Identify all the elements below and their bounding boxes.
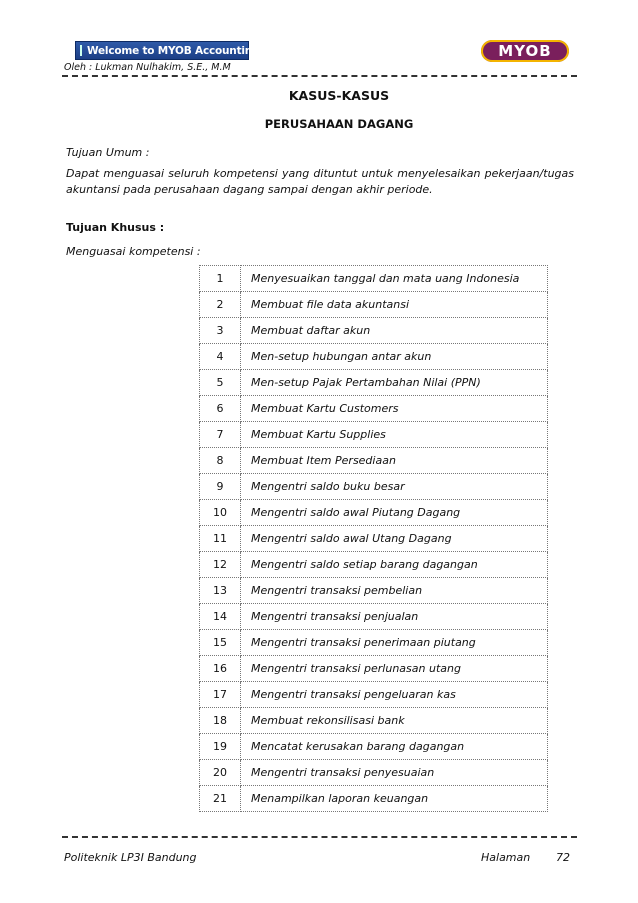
row-description: Mengentri saldo buku besar <box>241 474 548 500</box>
table-row <box>200 656 548 682</box>
row-number: 18 <box>200 708 241 734</box>
row-description: Mengentri transaksi perlunasan utang <box>241 656 548 682</box>
row-number: 16 <box>200 656 241 682</box>
table-row <box>200 604 548 630</box>
table-row <box>200 318 548 344</box>
table-row <box>200 760 548 786</box>
page-subtitle: PERUSAHAAN DAGANG <box>264 117 414 131</box>
table-row <box>200 474 548 500</box>
banner-text: Welcome to MYOB Accounting <box>87 44 260 57</box>
table-row <box>200 448 548 474</box>
row-number: 15 <box>200 630 241 656</box>
row-description: Menampilkan laporan keuangan <box>241 786 548 812</box>
table-row <box>200 422 548 448</box>
row-description: Membuat file data akuntansi <box>241 292 548 318</box>
page-title: KASUS-KASUS <box>288 88 390 103</box>
table-row <box>200 370 548 396</box>
table-row <box>200 344 548 370</box>
tujuan-umum-label: Tujuan Umum : <box>66 146 150 159</box>
row-description: Mencatat kerusakan barang dagangan <box>241 734 548 760</box>
row-number: 17 <box>200 682 241 708</box>
myob-app-icon <box>80 45 82 56</box>
row-description: Membuat Kartu Customers <box>241 396 548 422</box>
row-description: Mengentri saldo setiap barang dagangan <box>241 552 548 578</box>
row-number: 5 <box>200 370 241 396</box>
kompetensi-label: Menguasai kompetensi : <box>66 245 201 258</box>
table-row <box>200 552 548 578</box>
table-row <box>200 266 548 292</box>
myob-logo <box>481 40 569 62</box>
row-number: 19 <box>200 734 241 760</box>
row-number: 7 <box>200 422 241 448</box>
myob-welcome-banner <box>75 41 260 60</box>
tujuan-khusus-label: Tujuan Khusus : <box>66 221 165 234</box>
table-row <box>200 578 548 604</box>
row-description: Membuat Kartu Supplies <box>241 422 548 448</box>
tujuan-umum-text: Dapat menguasai seluruh kompetensi yang dituntut untuk menyelesaikan pekerjaan/tugas akuntansi pada perusahaan dagang sampai dengan akhir periode. <box>66 167 574 196</box>
row-description: Mengentri transaksi pengeluaran kas <box>241 682 548 708</box>
row-description: Membuat rekonsilisasi bank <box>241 708 548 734</box>
row-description: Mengentri transaksi penerimaan piutang <box>241 630 548 656</box>
row-description: Mengentri transaksi pembelian <box>241 578 548 604</box>
table-row <box>200 292 548 318</box>
row-number: 10 <box>200 500 241 526</box>
table-row <box>200 708 548 734</box>
footer-divider <box>62 836 577 838</box>
row-number: 9 <box>200 474 241 500</box>
table-row <box>200 396 548 422</box>
table-row <box>200 682 548 708</box>
row-number: 1 <box>200 266 241 292</box>
table-row <box>200 786 548 812</box>
table-row <box>200 500 548 526</box>
table-row <box>200 630 548 656</box>
row-number: 21 <box>200 786 241 812</box>
author-line: Oleh : Lukman Nulhakim, S.E., M.M <box>64 62 231 73</box>
footer-page-number: 72 <box>556 851 570 864</box>
table-row <box>200 734 548 760</box>
table-row <box>200 526 548 552</box>
competency-table <box>199 265 548 812</box>
row-number: 8 <box>200 448 241 474</box>
row-description: Membuat Item Persediaan <box>241 448 548 474</box>
row-description: Mengentri transaksi penjualan <box>241 604 548 630</box>
row-number: 6 <box>200 396 241 422</box>
row-description: Membuat daftar akun <box>241 318 548 344</box>
footer-institution: Politeknik LP3I Bandung <box>64 851 197 864</box>
row-number: 12 <box>200 552 241 578</box>
row-description: Men-setup Pajak Pertambahan Nilai (PPN) <box>241 370 548 396</box>
logo-text: MYOB <box>498 42 552 60</box>
row-number: 3 <box>200 318 241 344</box>
footer-page-label: Halaman <box>481 851 531 864</box>
row-number: 11 <box>200 526 241 552</box>
header-divider <box>62 75 577 77</box>
row-description: Men-setup hubungan antar akun <box>241 344 548 370</box>
row-description: Menyesuaikan tanggal dan mata uang Indonesia <box>241 266 548 292</box>
row-number: 14 <box>200 604 241 630</box>
row-number: 4 <box>200 344 241 370</box>
row-number: 2 <box>200 292 241 318</box>
row-description: Mengentri transaksi penyesuaian <box>241 760 548 786</box>
row-description: Mengentri saldo awal Utang Dagang <box>241 526 548 552</box>
row-number: 20 <box>200 760 241 786</box>
row-description: Mengentri saldo awal Piutang Dagang <box>241 500 548 526</box>
row-number: 13 <box>200 578 241 604</box>
